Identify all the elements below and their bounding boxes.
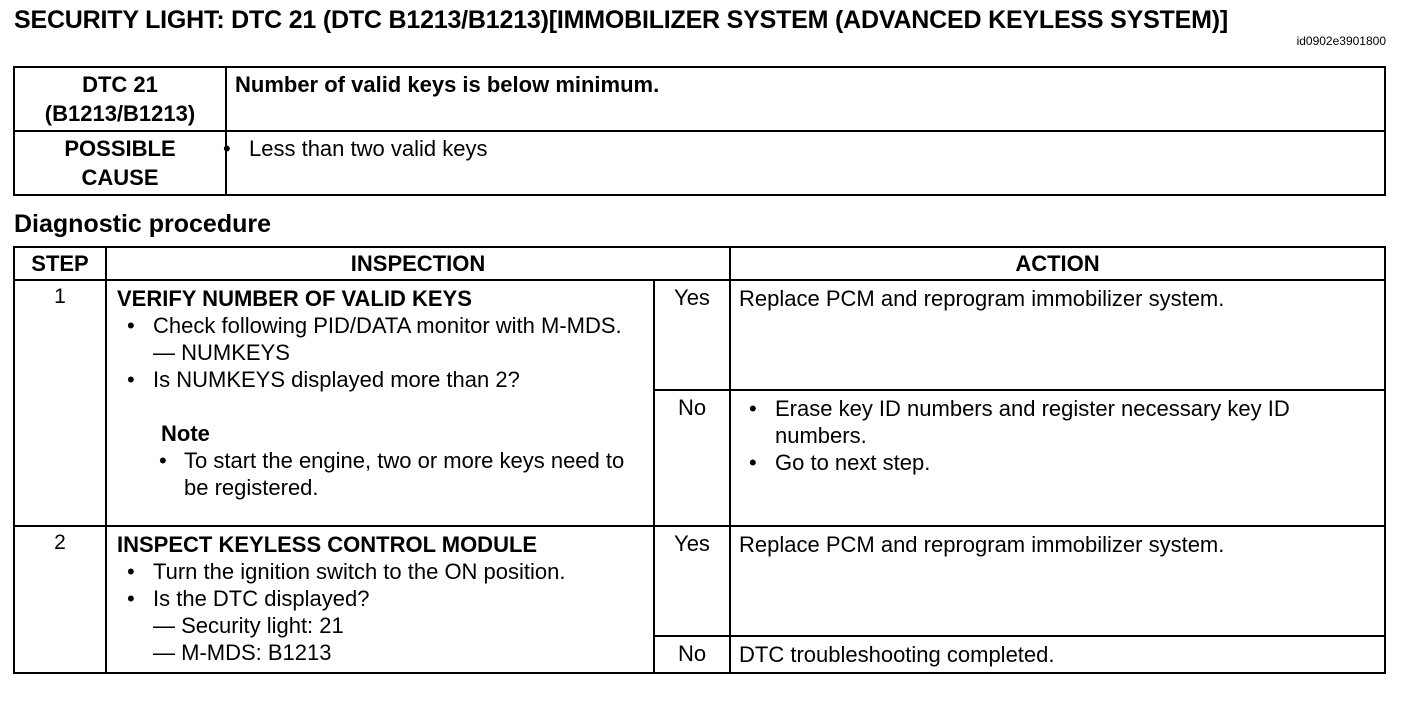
dtc-code-row: [14, 67, 1385, 131]
dtc-code-label: [14, 67, 226, 131]
dtc-code-description: Number of valid keys is below minimum.: [226, 67, 1385, 131]
step1-number: 1: [14, 280, 106, 526]
step2-no-action: DTC troubleshooting completed.: [730, 636, 1385, 673]
step2-bullet2: • Is the DTC displayed?: [117, 585, 645, 612]
step1-yes-label: Yes: [654, 280, 730, 390]
step1-no-action2: • Go to next step.: [739, 449, 1376, 476]
step1-yes-row: [14, 280, 1385, 390]
step1-sub1: — NUMKEYS: [153, 340, 290, 365]
possible-cause-label-line1: POSSIBLE: [64, 136, 176, 161]
step2-heading: INSPECT KEYLESS CONTROL MODULE: [117, 532, 538, 557]
step2-bullet1: • Turn the ignition switch to the ON position.: [117, 558, 645, 585]
step2-sub2: — M-MDS: B1213: [153, 640, 332, 665]
step1-note-bullet: • To start the engine, two or more keys need to be registered.: [117, 447, 645, 501]
step1-yes-action: Replace PCM and reprogram immobilizer system.: [730, 280, 1385, 390]
step1-bullet2: • Is NUMKEYS displayed more than 2?: [117, 366, 645, 393]
dtc-code-label-line1: DTC 21: [82, 72, 158, 97]
possible-cause-label-line2: CAUSE: [81, 165, 159, 190]
possible-cause-row: [14, 131, 1385, 195]
step2-yes-action: Replace PCM and reprogram immobilizer system.: [730, 526, 1385, 636]
step1-inspection: [106, 280, 654, 526]
step1-no-label: No: [654, 390, 730, 526]
step1-no-action1: • Erase key ID numbers and register necessary key ID numbers.: [739, 395, 1376, 449]
dtc-summary-table: [13, 66, 1386, 196]
step1-note-heading: Note: [161, 421, 210, 446]
page-title: SECURITY LIGHT: DTC 21 (DTC B1213/B1213)[IMMOBILIZER SYSTEM (ADVANCED KEYLESS SYSTEM)]: [14, 6, 1228, 34]
step1-heading: VERIFY NUMBER OF VALID KEYS: [117, 286, 472, 311]
step1-bullet1: • Check following PID/DATA monitor with M-MDS.: [117, 312, 645, 339]
step2-inspection: [106, 526, 654, 673]
possible-cause-list: [226, 131, 1385, 195]
dtc-code-label-line2: (B1213/B1213): [44, 101, 196, 126]
document-id: id0902e3901800: [1296, 34, 1386, 48]
possible-cause-item: • Less than two valid keys: [213, 134, 1376, 163]
step2-sub1: — Security light: 21: [153, 613, 344, 638]
step2-yes-label: Yes: [654, 526, 730, 636]
possible-cause-label: [14, 131, 226, 195]
step-column-header: STEP: [14, 247, 106, 280]
procedure-header-row: [14, 247, 1385, 280]
inspection-column-header: INSPECTION: [106, 247, 730, 280]
step2-number: 2: [14, 526, 106, 673]
step1-no-action: [730, 390, 1385, 526]
action-column-header: ACTION: [730, 247, 1385, 280]
step2-yes-row: [14, 526, 1385, 636]
step2-no-label: No: [654, 636, 730, 673]
diagnostic-procedure-table: [13, 246, 1386, 674]
section-title: Diagnostic procedure: [14, 210, 271, 238]
